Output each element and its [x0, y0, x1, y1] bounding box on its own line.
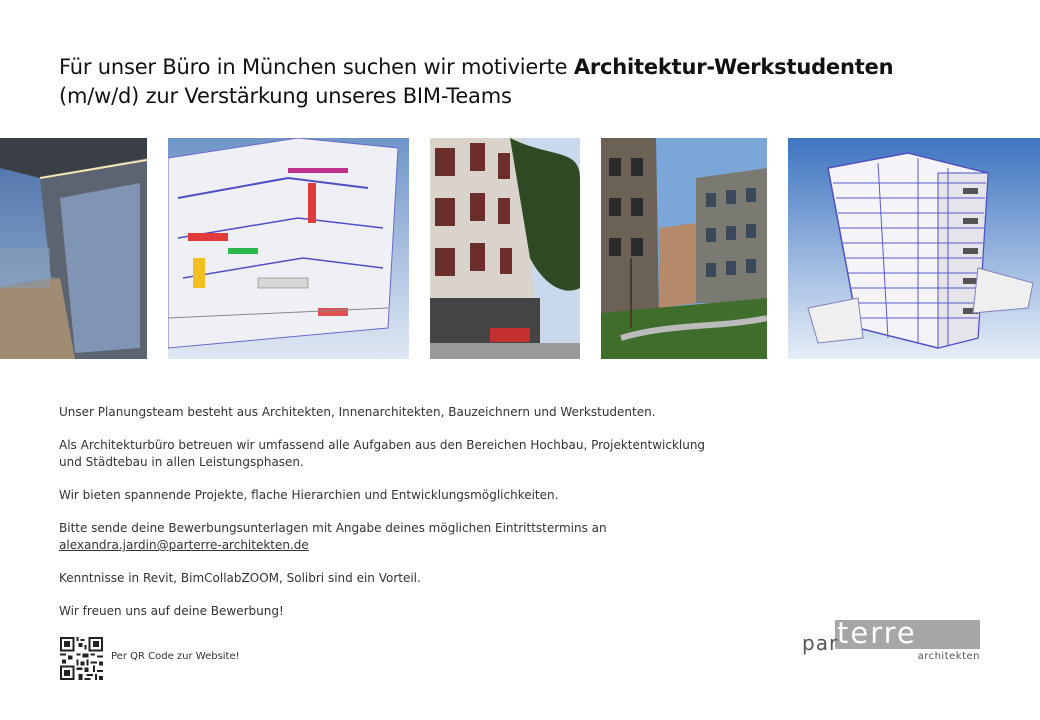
paragraph-services — [59, 437, 759, 471]
qr-label: Per QR Code zur Website! — [111, 651, 240, 662]
paragraph-apply — [59, 520, 759, 554]
courtyard-photo — [601, 138, 767, 359]
paragraph-skills: Kenntnisse in Revit, BimCollabZOOM, Solibri sind ein Vorteil. — [59, 571, 421, 585]
paragraph-offer: Wir bieten spannende Projekte, flache Hierarchien und Entwicklungsmöglichkeiten. — [59, 488, 559, 502]
qr-code-icon[interactable] — [60, 637, 103, 680]
bim-mep-model — [168, 138, 409, 359]
logo-par: par — [802, 631, 839, 655]
paragraph-closing: Wir freuen uns auf deine Bewerbung! — [59, 604, 284, 618]
logo-subtitle: architekten — [917, 651, 980, 662]
email-link[interactable]: alexandra.jardin@parterre-architekten.de — [59, 538, 309, 552]
headline-line-2: (m/w/d) zur Verstärkung unseres BIM-Teams — [59, 84, 512, 108]
paragraph-services-line-2: und Städtebau in allen Leistungsphasen. — [59, 455, 304, 469]
balcony-photo — [0, 138, 147, 359]
body-text — [59, 404, 759, 636]
headline — [59, 53, 959, 111]
logo-terre: terre — [837, 616, 917, 650]
paragraph-team: Unser Planungsteam besteht aus Architekten, Innenarchitekten, Bauzeichnern und Werkstudenten. — [59, 405, 656, 419]
paragraph-apply-text: Bitte sende deine Bewerbungsunterlagen mit Angabe deines möglichen Eintrittstermins an — [59, 521, 607, 535]
headline-line-1 — [59, 53, 959, 82]
paragraph-services-line-1: Als Architekturbüro betreuen wir umfassend alle Aufgaben aus den Bereichen Hochbau, Projektentwicklung — [59, 438, 706, 452]
facade-photo — [430, 138, 580, 359]
headline-bold: Architektur-Werkstudenten — [573, 55, 894, 79]
bim-tower-model — [788, 138, 1040, 359]
headline-prefix: Für unser Büro in München suchen wir motivierte — [59, 55, 574, 79]
company-logo — [800, 616, 980, 666]
